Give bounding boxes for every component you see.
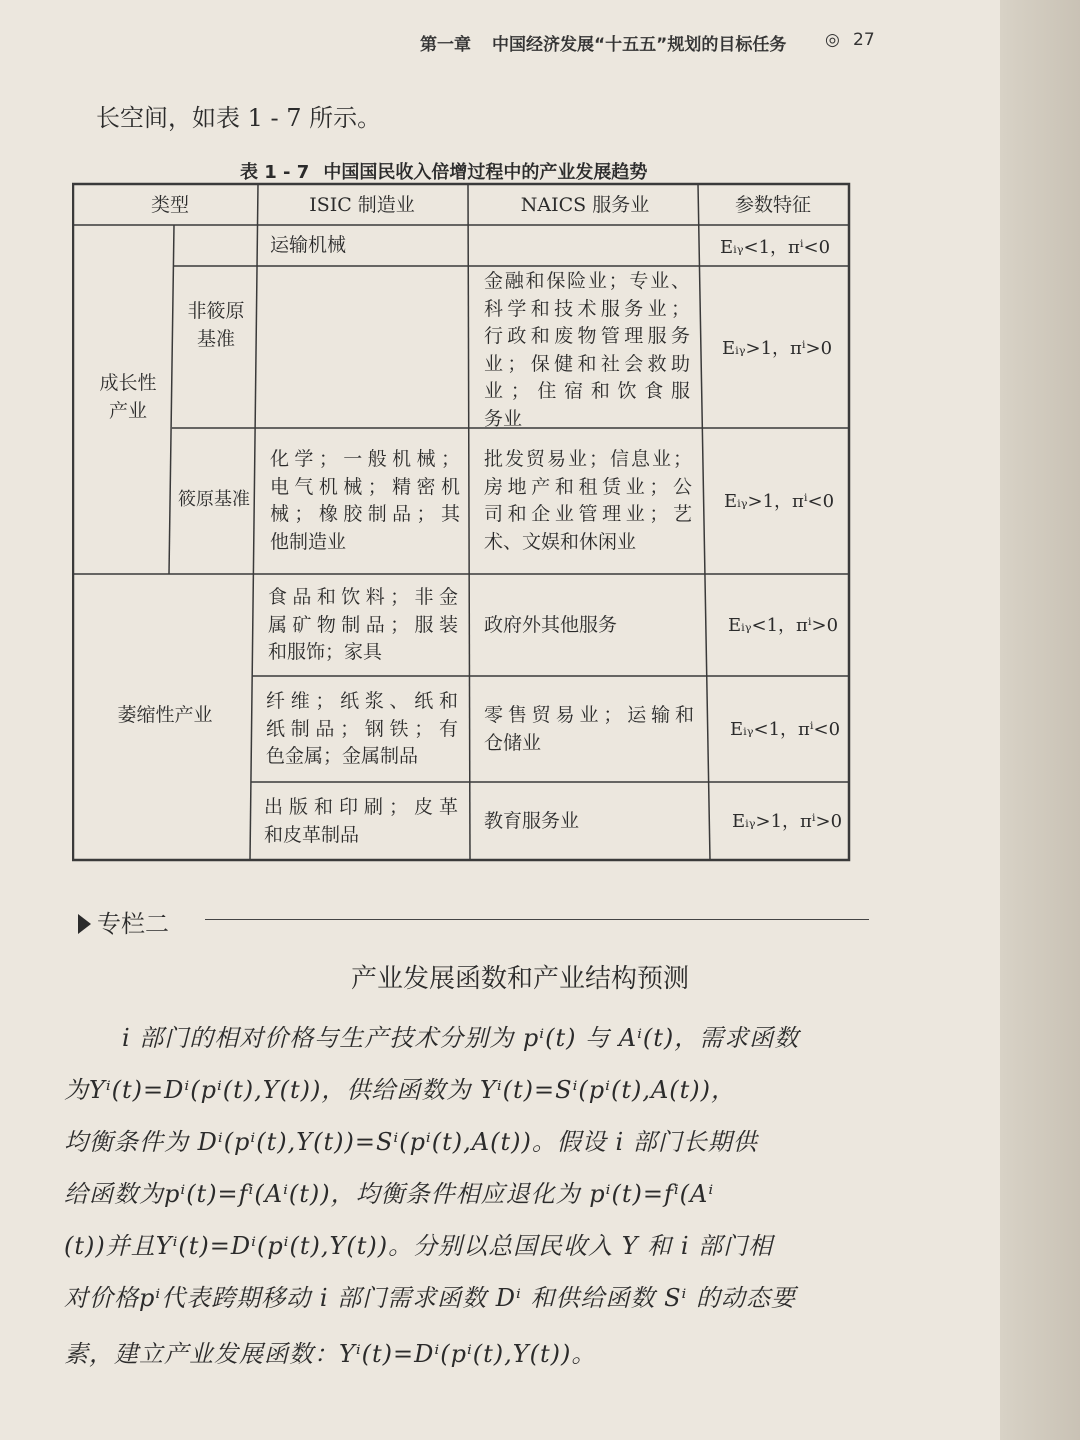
row2-isic-line: 化学；一般机械；: [270, 448, 460, 470]
header-chapter: 第一章: [420, 35, 471, 55]
row2-naics: [484, 446, 692, 556]
running-header: [420, 30, 890, 56]
row2-param: Eᵢᵧ>1，πⁱ<0: [723, 491, 835, 512]
row1-naics-line: 行政和废物管理服务: [484, 325, 690, 347]
row3-isic-line: 和服饰；家具: [268, 641, 383, 663]
sidebar-line: i 部门的相对价格与生产技术分别为 pⁱ(t) 与 Aⁱ(t)，需求函数: [122, 1024, 800, 1052]
row0-param: Eᵢᵧ<1，πⁱ<0: [719, 237, 831, 258]
group-growth-line: 成长性: [99, 372, 157, 394]
row2-naics-line: 司和企业管理业；艺: [484, 503, 692, 525]
sidebar-line: 均衡条件为 Dⁱ(pⁱ(t),Y(t))=Sⁱ(pⁱ(t),A(t))。假设 i 部门长期供: [64, 1128, 758, 1156]
row4-isic-line: 纸制品；钢铁；有: [266, 717, 458, 740]
table-header-type: 类型: [150, 194, 189, 216]
row5-naics: [484, 808, 694, 836]
row4-isic-line: 纤维；纸浆、纸和: [266, 690, 458, 712]
row2-naics-line: 术、文娱和休闲业: [484, 530, 637, 553]
row0-isic-line: 运输机械: [270, 234, 347, 256]
row1-naics-line: 科学和技术服务业；: [484, 297, 690, 320]
row1-naics: [484, 268, 690, 433]
table-caption-number: 表 1 - 7: [240, 162, 310, 183]
row2-isic-line: 电气机械；精密机: [270, 475, 460, 498]
row4-isic-line: 色金属；金属制品: [266, 745, 419, 767]
row0-isic: [270, 232, 456, 260]
row3-param: Eᵢᵧ<1，πⁱ>0: [727, 615, 839, 636]
row5-naics-line: 教育服务业: [484, 810, 580, 832]
group-shrink-label: 萎缩性产业: [117, 704, 213, 726]
sidebar-line: 素，建立产业发展函数：Yⁱ(t)=Dⁱ(pⁱ(t),Y(t))。: [64, 1340, 597, 1368]
row4-naics-line: 仓储业: [484, 731, 542, 754]
table-grid: [72, 182, 872, 862]
row1-naics-line: 业；住宿和饮食服: [484, 380, 690, 402]
row2-isic-line: 械；橡胶制品；其: [270, 503, 460, 525]
row2-isic: [270, 446, 460, 556]
row1-naics-line: 金融和保险业；专业、: [484, 270, 690, 292]
table-header-naics: NAICS 服务业: [520, 194, 650, 216]
row2-isic-line: 他制造业: [270, 530, 347, 553]
table-outer-border: [73, 184, 849, 860]
row1-naics-line: 务业: [484, 407, 523, 430]
page-number: 27: [853, 30, 875, 50]
row1-param: Eᵢᵧ>1，πⁱ>0: [721, 338, 833, 359]
sub-baumol-label: 筱原基准: [178, 489, 250, 510]
row5-isic-line: 出版和印刷；皮革: [264, 796, 458, 818]
bullet-circle-icon: ◎: [825, 30, 840, 50]
sidebar-rule: [205, 919, 869, 920]
sidebar-line: (t))并且Yⁱ(t)=Dⁱ(pⁱ(t),Y(t))。分别以总国民收入 Y 和 i 部门相: [64, 1232, 774, 1260]
sidebar-line: 给函数为pⁱ(t)=fⁱ(Aⁱ(t))，均衡条件相应退化为 pⁱ(t)=fⁱ(Aⁱ: [64, 1180, 715, 1208]
sidebar-heading: 产业发展函数和产业结构预测: [350, 964, 689, 994]
row5-isic: [264, 794, 458, 849]
group-growth-line: 产业: [108, 399, 147, 422]
table-header-param: 参数特征: [734, 194, 811, 216]
row4-isic: [266, 688, 458, 771]
row4-naics-line: 零售贸易业；运输和: [484, 704, 694, 726]
row3-naics-line: 政府外其他服务: [484, 614, 618, 636]
play-triangle-icon: [78, 914, 91, 934]
row5-isic-line: 和皮革制品: [264, 823, 360, 846]
row2-naics-line: 房地产和租赁业；公: [484, 475, 692, 498]
sub-non-baumol-line: 基准: [196, 327, 235, 350]
sub-non-baumol-label: [176, 298, 256, 353]
row3-isic-line: 食品和饮料；非金: [268, 586, 458, 608]
sidebar-label-text: 专栏二: [97, 910, 169, 938]
sidebar-line: 为Yⁱ(t)=Dⁱ(pⁱ(t),Y(t))，供给函数为 Yⁱ(t)=Sⁱ(pⁱ(t),A(t))，: [64, 1076, 737, 1104]
row5-param: Eᵢᵧ>1，πⁱ>0: [731, 811, 843, 832]
table-caption: [240, 158, 647, 184]
header-title: 中国经济发展“十五五”规划的目标任务: [492, 35, 787, 55]
row4-param: Eᵢᵧ<1，πⁱ<0: [729, 719, 841, 740]
row4-naics: [484, 702, 694, 757]
sub-non-baumol-line: 非筱原: [187, 300, 245, 322]
row3-isic-line: 属矿物制品；服装: [268, 613, 458, 636]
group-growth-label: [80, 370, 176, 425]
sidebar-line: 对价格pⁱ代表跨期移动 i 部门需求函数 Dⁱ 和供给函数 Sⁱ 的动态要: [64, 1284, 796, 1312]
page-edge: [1000, 0, 1080, 1440]
sidebar-label: [78, 904, 169, 939]
table-caption-title: 中国国民收入倍增过程中的产业发展趋势: [323, 162, 648, 183]
intro-text: 长空间，如表 1 - 7 所示。: [96, 104, 382, 132]
row3-isic: [268, 584, 458, 667]
table-header-isic: ISIC 制造业: [309, 194, 415, 216]
row2-naics-line: 批发贸易业；信息业；: [484, 448, 692, 470]
row1-naics-line: 业；保健和社会救助: [484, 352, 690, 375]
row3-naics: [484, 612, 694, 640]
